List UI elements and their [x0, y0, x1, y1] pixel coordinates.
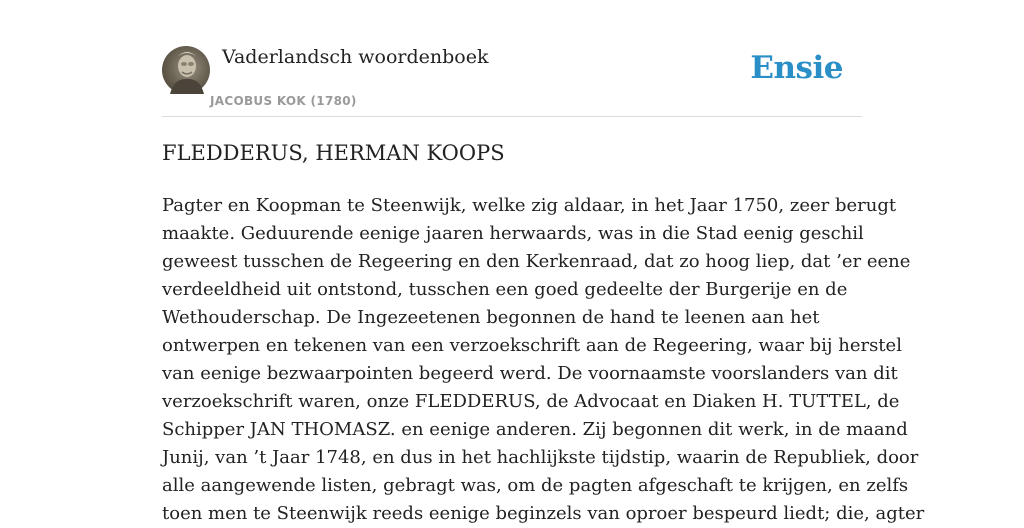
body-line: verdeeldheid uit ontstond, tusschen een goed gedeelte der Burgerije en de [162, 279, 848, 300]
body-line: Wethouderschap. De Ingezeetenen begonnen de hand te leenen aan het [162, 307, 820, 328]
ensie-logo[interactable]: Ensie [750, 50, 843, 86]
book-title[interactable]: Vaderlandsch woordenboek [222, 46, 489, 68]
body-line: van eenige bezwaarpointen begeerd werd. De voornaamste voorslanders van dit [162, 363, 898, 384]
header [162, 44, 862, 117]
book-author[interactable]: JACOBUS KOK (1780) [210, 94, 357, 108]
body-line: Pagter en Koopman te Steenwijk, welke zig aldaar, in het Jaar 1750, zeer berugt [162, 195, 897, 216]
body-line: verzoekschrift waren, onze FLEDDERUS, de Advocaat en Diaken H. TUTTEL, de [162, 391, 900, 412]
body-line: Junij, van ’t Jaar 1748, en dus in het hachlijkste tijdstip, waarin de Republiek, door [162, 447, 919, 468]
body-line: maakte. Geduurende eenige jaaren herwaards, was in die Stad eenig geschil [162, 223, 864, 244]
author-portrait-icon [162, 46, 210, 94]
body-line: geweest tusschen de Regeering en den Kerkenraad, dat zo hoog liep, dat ’er eene [162, 251, 911, 272]
body-line: toen men te Steenwijk reeds eenige beginzels van oproer bespeurd liedt; die, agter [162, 503, 925, 524]
author-avatar[interactable] [162, 46, 210, 94]
body-line: Schipper JAN THOMASZ. en eenige anderen. Zij begonnen dit werk, in de maand [162, 419, 908, 440]
body-line: alle aangewende listen, gebragt was, om de pagten afgeschaft te krijgen, en zelfs [162, 475, 909, 496]
body-line: ontwerpen en tekenen van een verzoekschrift aan de Regeering, waar bij herstel [162, 335, 902, 356]
entry-title: FLEDDERUS, HERMAN KOOPS [162, 141, 505, 165]
entry-body [162, 192, 925, 528]
